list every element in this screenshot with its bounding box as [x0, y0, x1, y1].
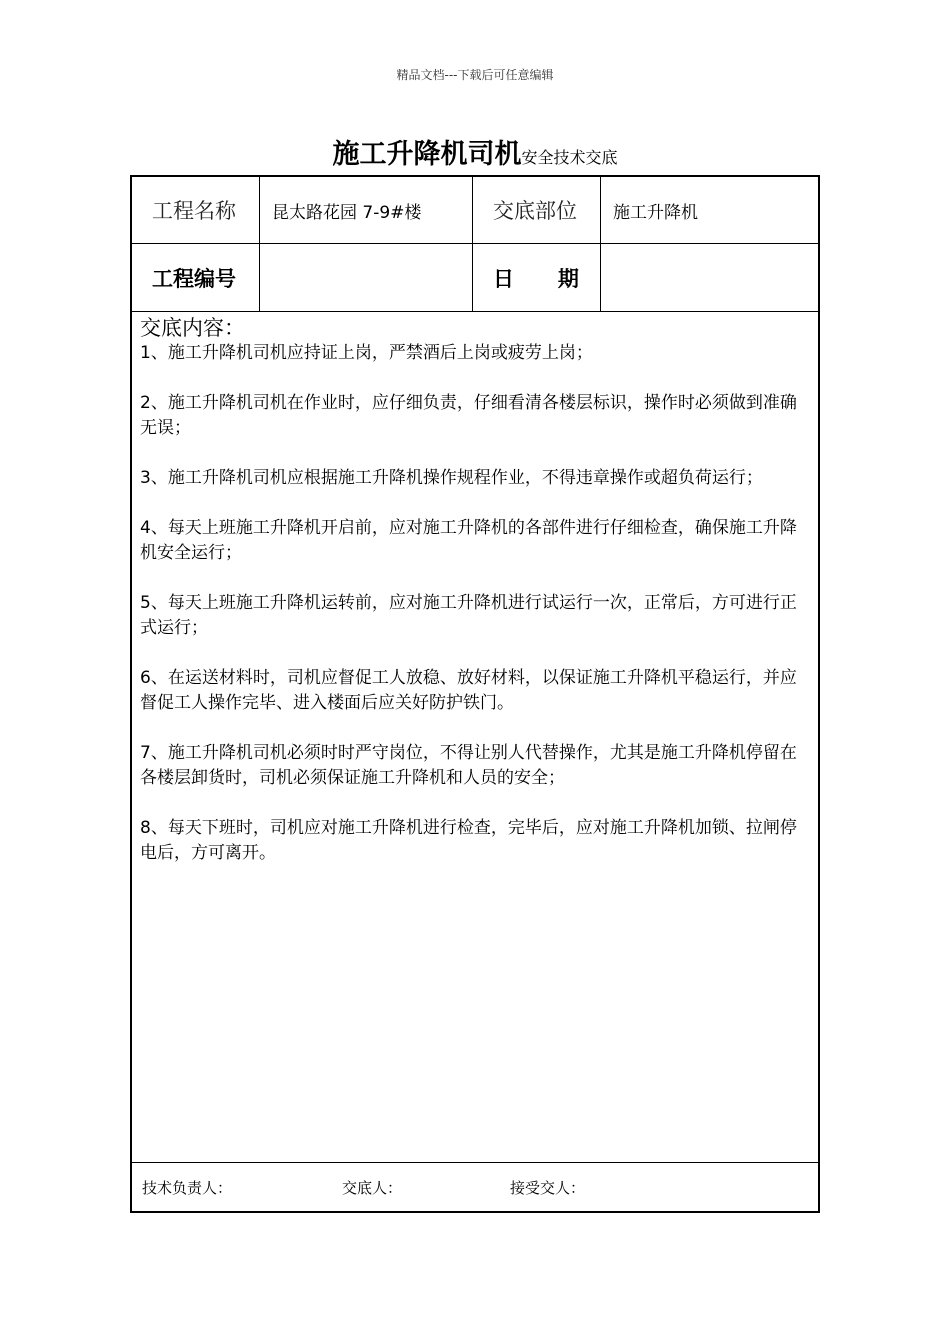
content-item-7: 7、施工升降机司机必须时时严守岗位，不得让别人代替操作，尤其是施工升降机停留在各楼层卸货时，司机必须保证施工升降机和人员的安全； [140, 743, 797, 788]
tech-lead-label: 技术负责人： [142, 1179, 233, 1197]
title-sub: 安全技术交底 [521, 148, 618, 167]
title-main: 施工升降机司机 [332, 139, 522, 170]
content-item-3: 3、施工升降机司机应根据施工升降机操作规程作业，不得违章操作或超负荷运行； [140, 468, 763, 488]
content-item-2: 2、施工升降机司机在作业时，应仔细负责，仔细看清各楼层标识，操作时必须做到准确无误； [140, 393, 797, 438]
discloser-label: 交底人： [342, 1179, 403, 1197]
project-name-label: 工程名称 [152, 199, 236, 223]
location-value: 施工升降机 [613, 202, 698, 223]
content-title: 交底内容： [140, 316, 245, 340]
disclosure-content [140, 315, 812, 891]
signature-row [132, 1163, 818, 1211]
date-label: 日 期 [493, 266, 579, 291]
receiver-label: 接受交人： [510, 1179, 586, 1197]
date-value [601, 244, 818, 311]
content-item-1: 1、施工升降机司机应持证上岗，严禁酒后上岗或疲劳上岗； [140, 343, 593, 363]
project-no-label: 工程编号 [152, 266, 236, 291]
content-item-8: 8、每天下班时，司机应对施工升降机进行检查，完毕后，应对施工升降机加锁、拉闸停电后，方可离开。 [140, 818, 797, 863]
disclosure-form [130, 175, 820, 1213]
location-label: 交底部位 [493, 199, 577, 223]
content-item-4: 4、每天上班施工升降机开启前，应对施工升降机的各部件进行仔细检查，确保施工升降机安全运行； [140, 518, 797, 563]
content-item-6: 6、在运送材料时，司机应督促工人放稳、放好材料，以保证施工升降机平稳运行，并应督促工人操作完毕、进入楼面后应关好防护铁门。 [140, 668, 797, 713]
header-note: 精品文档---下载后可任意编辑 [396, 68, 554, 82]
document-title [0, 132, 950, 171]
row-divider-2 [132, 311, 818, 312]
content-item-5: 5、每天上班施工升降机运转前，应对施工升降机进行试运行一次，正常后，方可进行正式运行； [140, 593, 797, 638]
project-name-value: 昆太路花园 7-9#楼 [272, 202, 422, 223]
project-no-value [260, 244, 472, 311]
